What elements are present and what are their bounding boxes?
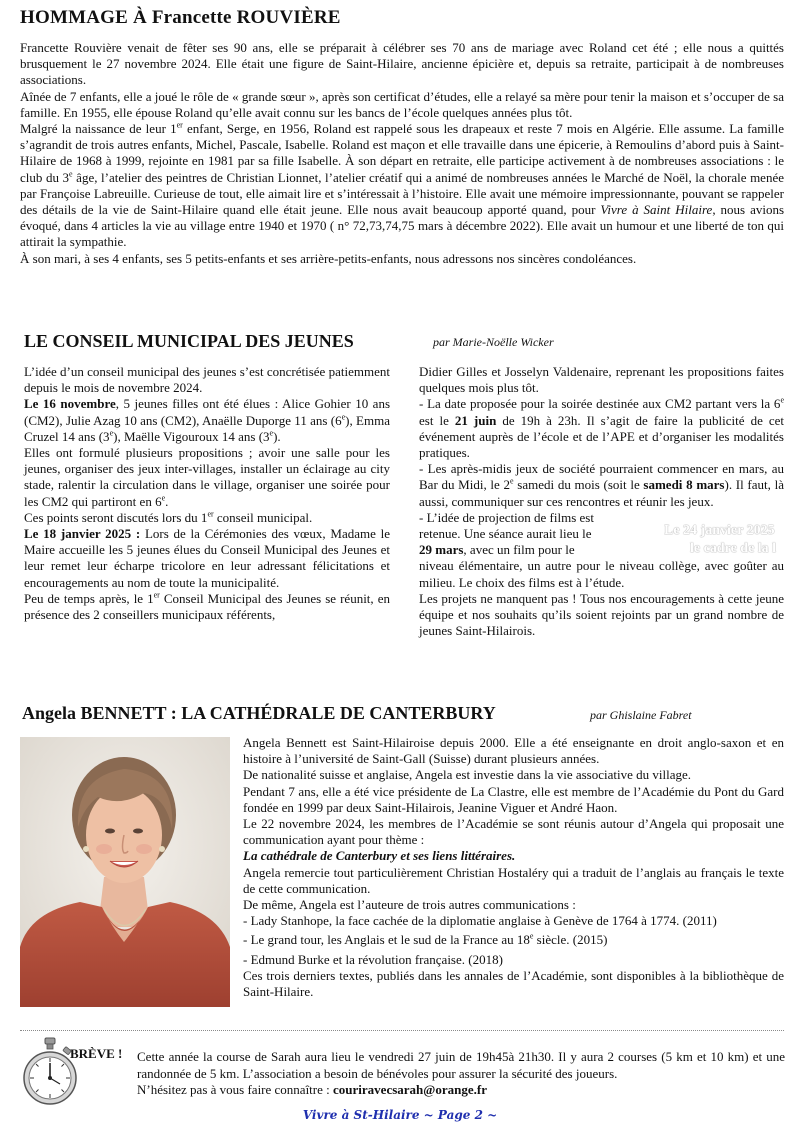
breve-contact: N’hésitez pas à vous faire connaître : couriravecsarah@orange.fr <box>137 1082 487 1097</box>
conseil-paragraph: niveau élémentaire, un autre pour le niveau collège, avec goûter au milieu. Le choix des films est à l’étude. <box>419 558 784 590</box>
conseil-paragraph: Les projets ne manquent pas ! Tous nos encouragements à cette jeune équipe et nos souhaits qu’ils soient rejoints par un grand nombre de jeunes Saint-Hilairois. <box>419 590 784 639</box>
conseil-byline: par Marie-Noëlle Wicker <box>433 335 554 349</box>
hommage-paragraph: Aînée de 7 enfants, elle a joué le rôle de « grande sœur », après son certificat d’études, elle a relayé sa mère pour tenir la maison et s’occuper de sa famille. En 1955, elle épouse Roland qu’elle avait connu sur les bancs de l’école quelques années plus tôt. <box>20 88 784 120</box>
angela-paragraph: Ces trois derniers textes, publiés dans les annales de l’Académie, sont disponibles à la bibliothèque de Saint-Hilaire. <box>243 967 784 1000</box>
hommage-paragraph: À son mari, à ses 4 enfants, ses 5 petits-enfants et ses arrière-petits-enfants, nous adressons nos sincères condoléances. <box>20 250 637 266</box>
overlay-line: le cadre de la l <box>690 541 777 556</box>
conseil-film-line: 29 mars, avec un film pour le <box>419 542 575 558</box>
hommage-paragraph: Francette Rouvière venait de fêter ses 90 ans, elle se préparait à célébrer ses 70 ans de mariage avec Roland cet été ; elle nous a quittés brusquement le 27 novembre 2024. Elle était une figure de Saint-Hilaire, ancienne épicière et, depuis sa retraite, participait à de nombreuses associations. <box>20 40 784 88</box>
hommage-body <box>20 40 784 267</box>
breve-label: BRÈVE ! <box>70 1046 123 1061</box>
breve-text: Cette année la course de Sarah aura lieu le vendredi 27 juin de 19h45à 21h30. Il y aura 2 courses (5 km et 10 km) et une randonnée de 5 km. L’association a besoin de bénévoles pour assurer la sécurité des joueurs. <box>137 1049 785 1081</box>
angela-list-item: - Lady Stanhope, la face cachée de la diplomatie anglaise à Genève de 1764 à 1774. (2011) <box>243 913 717 929</box>
portrait-photo <box>20 737 230 1007</box>
angela-paragraph: De même, Angela est l’auteure de trois autres communications : <box>243 897 576 913</box>
angela-paragraph: Angela remercie tout particulièrement Christian Hostaléry qui a traduit de l’anglais au français le texte de cette communication. <box>243 864 784 896</box>
angela-list-item: - Le grand tour, les Anglais et le sud de la France au 18e siècle. (2015) <box>243 932 608 948</box>
conseil-film-line: retenue. Une séance aurait lieu le <box>419 526 592 542</box>
conseil-column-left <box>24 364 390 623</box>
angela-byline: par Ghislaine Fabret <box>590 708 692 722</box>
angela-communication-title: La cathédrale de Canterbury et ses liens littéraires. <box>243 848 516 864</box>
hommage-title: HOMMAGE À Francette ROUVIÈRE <box>20 7 341 28</box>
conseil-paragraph: Elles ont formulé plusieurs propositions ; avoir une salle pour les jeunes, organiser des jeux inter-villages, installer un éclairage au city stade, ralentir la circulation dans le village, organiser une soirée pour les CM2 qui partiront en 6e. <box>24 445 390 509</box>
page-footer: Vivre à St-Hilaire ~ Page 2 ~ <box>302 1108 498 1122</box>
breve-rule <box>20 1030 784 1031</box>
conseil-paragraph: Le 18 janvier 2025 : Lors de la Cérémonies des vœux, Madame le Maire accueille les 5 jeunes élues du Conseil Municipal des Jeunes et leur remet leur écharpe tricolore en leur adressant félicitations et encouragements au nom de toute la municipalité. <box>24 526 391 590</box>
breve-body <box>137 1049 785 1099</box>
conseil-paragraph: Le 16 novembre, 5 jeunes filles ont été élues : Alice Gohier 10 ans (CM2), Julie Azag 10 ans (CM2), Anaëlle Duporge 11 ans (6e), Emma Cruzel 14 ans (3e), Maëlle Vigouroux 14 ans (3e). <box>24 396 390 444</box>
overlay-line: Le 24 janvier 2025 <box>664 523 775 538</box>
conseil-paragraph: Didier Gilles et Josselyn Valdenaire, reprenant les propositions faites quelques mois plus tôt. <box>419 364 784 396</box>
overlay-text <box>664 522 800 558</box>
angela-body <box>243 735 784 1000</box>
conseil-paragraph: L’idée d’un conseil municipal des jeunes s’est concrétisée patiemment depuis le mois de novembre 2024. <box>24 364 390 396</box>
angela-list-item: - Edmund Burke et la révolution française. (2018) <box>243 951 503 967</box>
conseil-paragraph: Peu de temps après, le 1er Conseil Municipal des Jeunes se réunit, en présence des 2 conseillers municipaux référents, <box>24 590 390 623</box>
angela-paragraph: Pendant 7 ans, elle a été vice présidente de La Clastre, elle est membre de l’Académie du Pont du Gard fondée en 1999 par deux Saint-Hilairois, Jeanine Viguer et André Haon. <box>243 783 784 815</box>
conseil-column-right <box>419 364 784 639</box>
angela-paragraph: De nationalité suisse et anglaise, Angela est investie dans la vie associative du village. <box>243 767 692 783</box>
angela-title: Angela BENNETT : LA CATHÉDRALE DE CANTERBURY <box>22 703 496 723</box>
angela-paragraph: Le 22 novembre 2024, les membres de l’Académie se sont réunis autour d’Angela qui proposait une communication ayant pour thème : <box>243 816 784 848</box>
conseil-film-line: - L’idée de projection de films est <box>419 509 594 525</box>
conseil-paragraph: Ces points seront discutés lors du 1er conseil municipal. <box>24 509 313 525</box>
conseil-paragraph: - La date proposée pour la soirée destinée aux CM2 partant vers la 6e est le 21 juin de 19h à 23h. Il s’agit de faire la publicité de cet événement auprès de l’école et de l’APE et d’organiser les modalités pratiques. <box>419 396 785 461</box>
conseil-paragraph: - Les après-midis jeux de société pourraient commencer en mars, au Bar du Midi, le 2e samedi du mois (soit le samedi 8 mars). Il faut, là aussi, communiquer sur ces rencontres et réunir les jeux. <box>419 461 784 509</box>
hommage-paragraph: Malgré la naissance de leur 1er enfant, Serge, en 1956, Roland est rappelé sous les drapeaux et reste 7 mois en Algérie. Elle assume. La famille s’agrandit de trois autres enfants, Michel, Pascale, Isabelle. Roland est maçon et elle travaille dans une épicerie, à Remoulins d’abord puis à Saint-Hilaire de 1968 à 1999, rejointe en 1981 par sa fille Isabelle. À son départ en retraite, elle participe activement à de nombreuses associations : le club du 3e âge, l’atelier des peintres de Christian Lionnet, l’atelier créatif qui a animé de nombreuses années le Marché de Noël, la chorale menée par Françoise Labreuille. Curieuse de tout, elle aimait lire et s’intéressait à l’histoire. Elle avait une mémoire impressionnante, pouvant se rappeler des détails de la vie de Saint-Hilaire quand elle était jeune. Elle nous avait beaucoup apporté quand, pour Vivre à Saint Hilaire, nous avions évoqué, dans 4 articles la vie au village entre 1940 et 1970 ( n° 72,73,74,75 mars à décembre 2022). Elle avait un humour et une liberté de ton qui attirait la sympathie. <box>20 120 785 250</box>
angela-paragraph: Angela Bennett est Saint-Hilairoise depuis 2000. Elle a été enseignante en droit anglo-saxon et en histoire à l’université de Saint-Gall (Suisse) durant plusieurs années. <box>243 735 784 767</box>
conseil-title: LE CONSEIL MUNICIPAL DES JEUNES <box>24 331 354 351</box>
breve-email[interactable]: couriravecsarah@orange.fr <box>333 1082 487 1097</box>
portrait-illustration <box>20 737 230 1007</box>
